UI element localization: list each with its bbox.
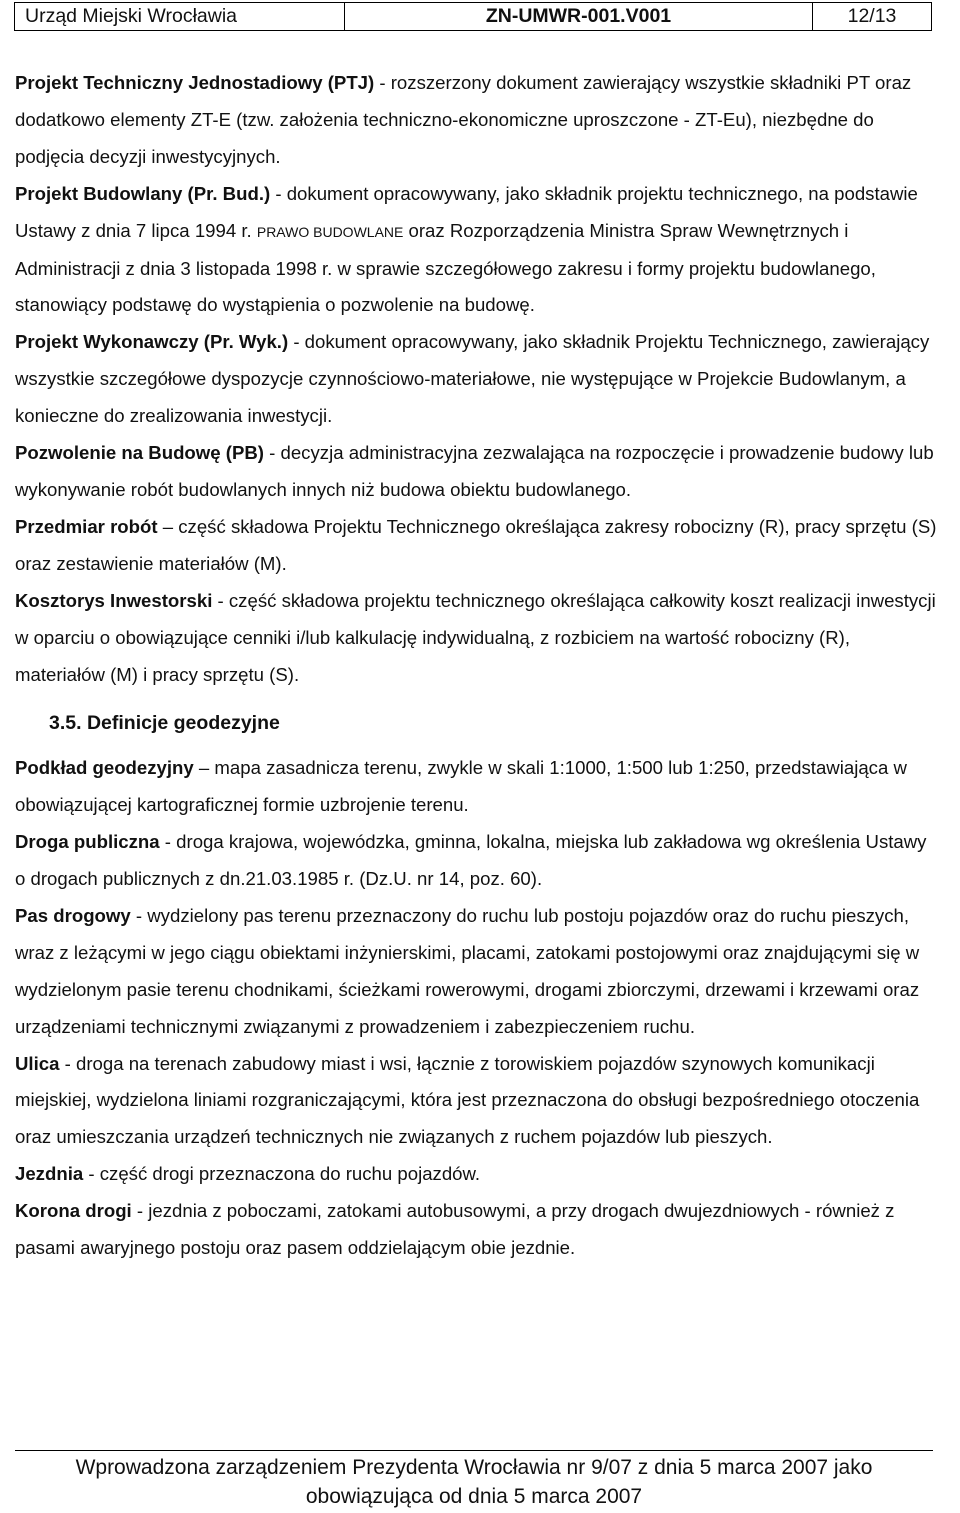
text-projekt-wykonawczy: - dokument opracowywany, jako składnik Projektu Technicznego, zawierający wszystkie szczegółowe dyspozycje czynnościowo-materiałowe, nie występujące w Projekcie Budowlanym, a konieczne do zrealizowania inwestycji. (15, 331, 930, 427)
text-projekt-budowlany-1: - dokument opracowywany, jako składnik projektu technicznego, na podstawie Ustawy z dnia 7 lipca 1994 r. (15, 182, 918, 241)
section-title: Definicje geodezyjne (86, 712, 280, 735)
term-projekt-wykonawczy: Projekt Wykonawczy (Pr. Wyk.) (15, 331, 289, 353)
definition-kosztorys-inwestorski (15, 583, 940, 694)
page-footer (15, 1453, 933, 1511)
text-projekt-budowlany-2: oraz Rozporządzenia Ministra Spraw Wewnętrznych i Administracji z dnia 3 listopada 1998 r. w sprawie szczegółowego zakresu i formy projektu budowlanego, stanowiący podstawę do wystąpienia o pozwolenie na budowę. (15, 219, 876, 316)
definition-korona-drogi (15, 1193, 940, 1267)
term-jezdnia: Jezdnia (15, 1163, 84, 1185)
text-podklad-geodezyjny: – mapa zasadnicza terenu, zwykle w skali 1:1000, 1:500 lub 1:250, przedstawiająca w obowiązującej kartograficznej formie uzbrojenie terenu. (15, 757, 907, 816)
term-pozwolenie-na-budowe: Pozwolenie na Budowę (PB) (15, 442, 264, 464)
definition-ulica (15, 1046, 940, 1157)
definition-podklad-geodezyjny (15, 750, 940, 824)
definition-przedmiar-robot (15, 509, 940, 583)
term-droga-publiczna: Droga publiczna (15, 831, 160, 853)
term-kosztorys-inwestorski: Kosztorys Inwestorski (15, 589, 213, 611)
text-jezdnia: - część drogi przeznaczona do ruchu pojazdów. (83, 1163, 481, 1185)
term-korona-drogi: Korona drogi (15, 1200, 132, 1222)
definition-projekt-budowlany (15, 176, 940, 325)
text-ptj: - rozszerzony dokument zawierający wszystkie składniki PT oraz dodatkowo elementy ZT-E (tzw. założenia techniczno-ekonomiczne uproszczone - ZT-Eu), niezbędne do podjęcia decyzji inwestycyjnych. (15, 72, 912, 167)
text-korona-drogi: - jezdnia z poboczami, zatokami autobusowymi, a przy drogach dwujezdniowych - również z pasami awaryjnego postoju oraz pasem oddzielającym obie jezdnie. (15, 1200, 895, 1259)
term-podklad-geodezyjny: Podkład geodezyjny (15, 757, 194, 779)
definition-ptj (15, 65, 940, 176)
section-heading (15, 705, 940, 742)
section-number: 3.5. (49, 712, 82, 735)
text-pas-drogowy: - wydzielony pas terenu przeznaczony do ruchu lub postoju pojazdów oraz do ruchu pieszych, wraz z leżącymi w jego ciągu obiektami inżynierskimi, placami, zatokami postojowymi oraz znajdującymi się w wydzielonym pasie terenu chodnikami, ścieżkami rowerowymi, drogami zbiorczymi, drzewami i krzewami oraz urządzeniami technicznymi związanymi z prowadzeniem i zabezpieczeniem ruchu. (15, 904, 920, 1037)
text-kosztorys-inwestorski: - część składowa projektu technicznego określająca całkowity koszt realizacji inwestycji w oparciu o obowiązujące cenniki i/lub kalkulację indywidualną, z rozbiciem na wartość robocizny (R), materiałów (M) i pracy sprzętu (S). (15, 589, 936, 685)
law-name: PRAWO BUDOWLANE (256, 223, 404, 240)
header-page-number: 12/13 (847, 5, 897, 27)
text-ulica: - droga na terenach zabudowy miast i wsi, łącznie z torowiskiem pojazdów szynowych komunikacji miejskiej, wydzielona liniami rozgraniczającymi, która jest przeznaczona do obsługi bezpośredniego otoczenia oraz umieszczania urządzeń technicznych nie związanych z ruchem pojazdów lub pieszych. (15, 1052, 920, 1148)
term-przedmiar-robot: Przedmiar robót (15, 515, 158, 537)
text-pozwolenie-na-budowe: - decyzja administracyjna zezwalająca na rozpoczęcie i prowadzenie budowy lub wykonywanie robót budowlanych innych niż budowa obiektu budowlanego. (15, 442, 934, 500)
text-przedmiar-robot: – część składowa Projektu Technicznego określająca zakresy robocizny (R), pracy sprzętu (S) oraz zestawienie materiałów (M). (15, 515, 937, 574)
footer-line-1: Wprowadzona zarządzeniem Prezydenta Wrocławia nr 9/07 z dnia 5 marca 2007 jako (75, 1456, 873, 1479)
text-droga-publiczna: - droga krajowa, wojewódzka, gminna, lokalna, miejska lub zakładowa wg określenia Ustawy o drogach publicznych z dn.21.03.1985 r. (Dz.U. nr 14, poz. 60). (15, 831, 927, 890)
term-ulica: Ulica (15, 1052, 60, 1074)
term-pas-drogowy: Pas drogowy (15, 904, 131, 926)
term-projekt-budowlany: Projekt Budowlany (Pr. Bud.) (15, 182, 271, 204)
term-ptj: Projekt Techniczny Jednostadiowy (PTJ) (15, 72, 375, 93)
footer-line-2: obowiązująca od dnia 5 marca 2007 (305, 1485, 643, 1508)
footer-divider (15, 1450, 933, 1451)
header-document-code: ZN-UMWR-001.V001 (345, 3, 813, 30)
definition-pozwolenie-na-budowe (15, 435, 940, 509)
definition-jezdnia (15, 1156, 940, 1193)
page-header (14, 2, 932, 31)
definition-pas-drogowy (15, 898, 940, 1046)
document-body (15, 65, 940, 1267)
definition-projekt-wykonawczy (15, 324, 940, 435)
definition-droga-publiczna (15, 824, 940, 898)
header-organization: Urząd Miejski Wrocławia (15, 3, 345, 30)
